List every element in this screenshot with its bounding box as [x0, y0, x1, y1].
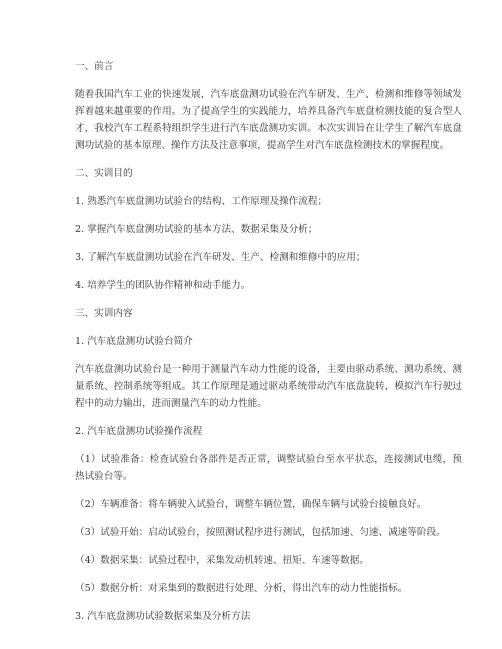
subsection-title-data-analysis: 3. 汽车底盘测功试验数据采集及分析方法 [75, 611, 251, 622]
procedure-step: （2）车辆准备：将车辆驶入试验台，调整车辆位置，确保车辆与试验台接触良好。 [75, 499, 427, 510]
subsection-title-procedure: 2. 汽车底盘测功试验操作流程 [75, 426, 203, 437]
procedure-step: （4）数据采集：试验过程中，采集发动机转速、扭矩、车速等数据。 [75, 555, 369, 566]
objective-item: 2. 掌握汽车底盘测功试验的基本方法、数据采集及分析； [75, 224, 318, 235]
objective-item: 3. 了解汽车底盘测功试验在汽车研发、生产、检测和维修中的应用； [75, 252, 366, 263]
procedure-step: （5）数据分析：对采集到的数据进行处理、分析，得出汽车的动力性能指标。 [75, 583, 408, 594]
objective-item: 4. 培养学生的团队协作精神和动手能力。 [75, 280, 251, 291]
subsection-title-intro: 1. 汽车底盘测功试验台简介 [75, 336, 193, 347]
procedure-step: （3）试验开始：启动试验台，按照测试程序进行测试，包括加速、匀速、减速等阶段。 [75, 527, 446, 538]
section-heading-preface: 一、前言 [75, 61, 114, 72]
objective-item: 1. 熟悉汽车底盘测功试验台的结构、工作原理及操作流程； [75, 196, 328, 207]
preface-paragraph: 随着我国汽车工业的快速发展，汽车底盘测功试验在汽车研发、生产、检测和维修等领域发挥着越来越重要的作用。为了提高学生的实践能力，培养具备汽车底盘检测技能的复合型人才，我校汽车工程系特组织学生进行汽车底盘测功实训。本次实训旨在让学生了解汽车底盘测功试验的基本原理、操作方法及注意事项，提高学生对汽车底盘检测技术的掌握程度。 [75, 89, 462, 151]
section-heading-content: 三、实训内容 [75, 308, 133, 319]
procedure-step: （1）试验准备：检查试验台各部件是否正常，调整试验台至水平状态，连接测试电缆，预热试验台等。 [75, 454, 462, 482]
intro-paragraph: 汽车底盘测功试验台是一种用于测量汽车动力性能的设备，主要由驱动系统、测功系统、测量系统、控制系统等组成。其工作原理是通过驱动系统带动汽车底盘旋转，模拟汽车行驶过程中的动力输出，进而测量汽车的动力性能。 [75, 364, 462, 409]
section-heading-objectives: 二、实训目的 [75, 168, 133, 179]
